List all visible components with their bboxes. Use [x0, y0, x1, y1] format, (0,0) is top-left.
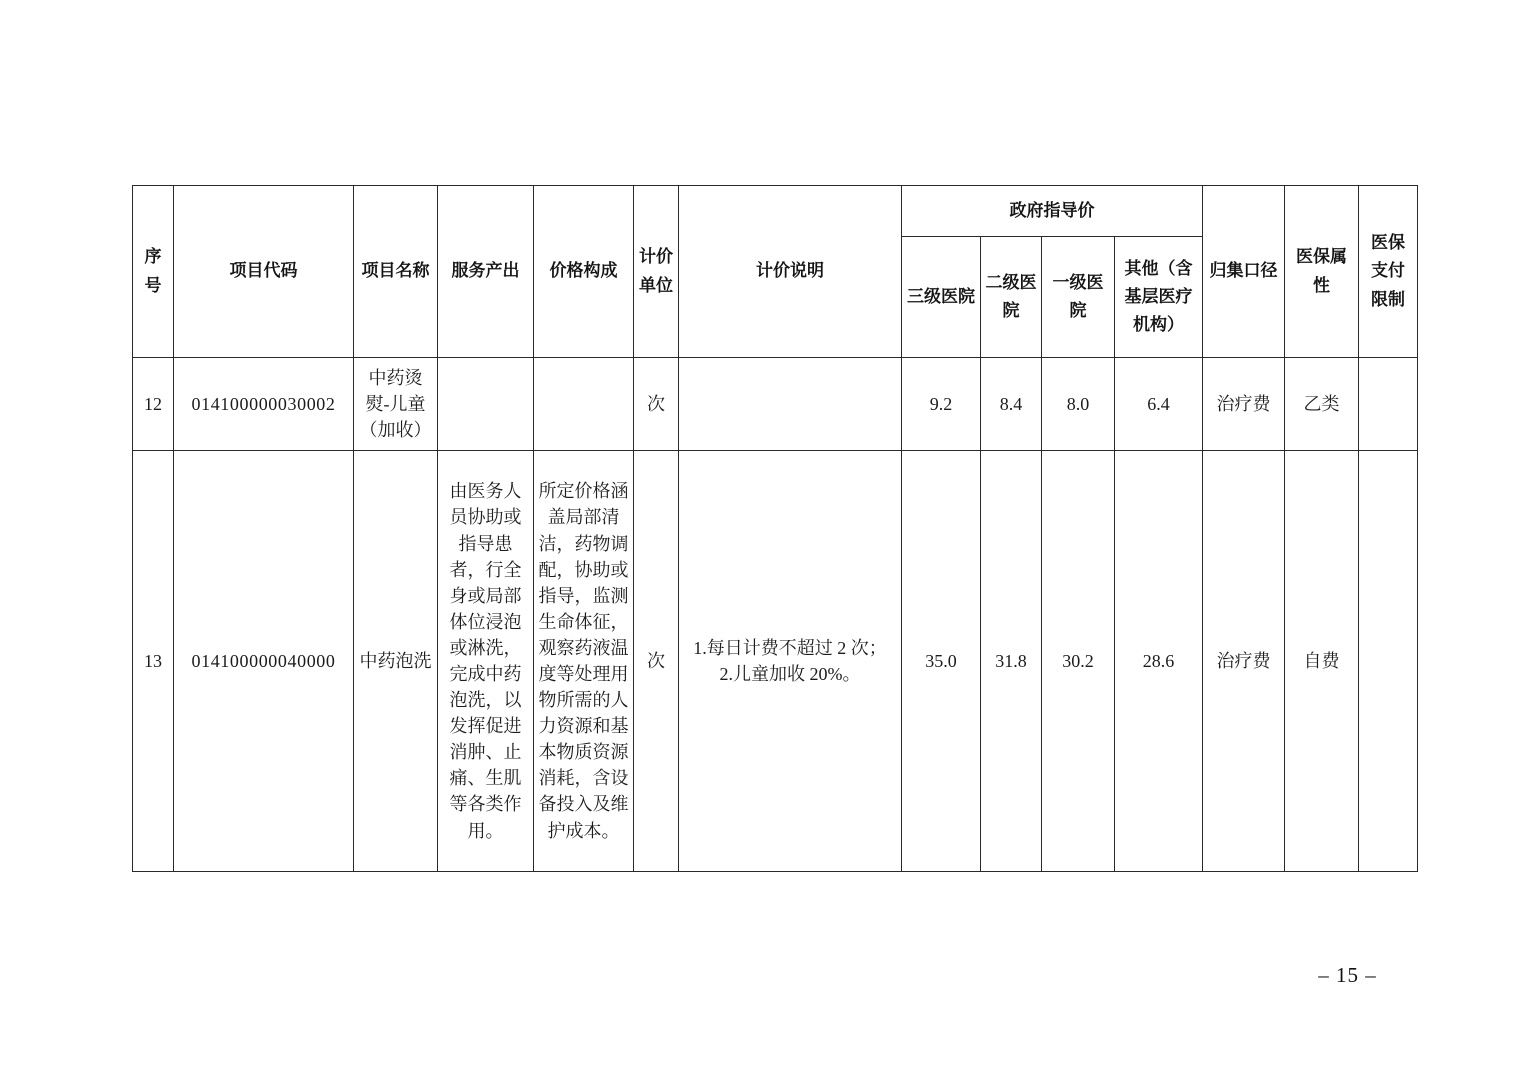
- cell-pricing-unit: 次: [634, 451, 679, 872]
- header-seq: 序号: [133, 186, 174, 358]
- cell-tier3-price: 9.2: [902, 358, 981, 451]
- cell-pricing-unit: 次: [634, 358, 679, 451]
- cell-price-composition: [534, 358, 634, 451]
- cell-insurance-attribute: 自费: [1285, 451, 1359, 872]
- header-item-name: 项目名称: [354, 186, 438, 358]
- cell-seq: 12: [133, 358, 174, 451]
- cell-insurance-attribute: 乙类: [1285, 358, 1359, 451]
- cell-other-price: 28.6: [1115, 451, 1203, 872]
- header-tier1-hospital: 一级医院: [1042, 237, 1115, 358]
- cell-item-name: 中药烫熨-儿童（加收）: [354, 358, 438, 451]
- cell-item-name: 中药泡洗: [354, 451, 438, 872]
- pricing-note-line-1: 1.每日计费不超过 2 次；: [693, 637, 887, 658]
- medical-service-price-table: [132, 185, 1418, 872]
- cell-seq: 13: [133, 451, 174, 872]
- header-service-output: 服务产出: [438, 186, 534, 358]
- header-price-composition: 价格构成: [534, 186, 634, 358]
- header-item-code: 项目代码: [174, 186, 354, 358]
- cell-tier3-price: 35.0: [902, 451, 981, 872]
- pricing-note-line-2: 2.儿童加收 20%。: [719, 664, 861, 684]
- header-insurance-payment-limit: 医保支付限制: [1359, 186, 1418, 358]
- cell-tier1-price: 30.2: [1042, 451, 1115, 872]
- cell-service-output: [438, 358, 534, 451]
- header-tier3-hospital: 三级医院: [902, 237, 981, 358]
- cell-price-composition: 所定价格涵盖局部清洁，药物调配，协助或指导，监测生命体征，观察药液温度等处理用物所需的人力资源和基本物质资源消耗，含设备投入及维护成本。: [534, 451, 634, 872]
- cell-tier2-price: 8.4: [981, 358, 1042, 451]
- table-row-12: [133, 358, 1418, 451]
- header-row-top: [133, 186, 1418, 237]
- header-insurance-attribute: 医保属性: [1285, 186, 1359, 358]
- header-other-orgs: 其他（含基层医疗机构）: [1115, 237, 1203, 358]
- cell-collection-category: 治疗费: [1203, 451, 1285, 872]
- page-number: – 15 –: [1318, 963, 1377, 987]
- cell-service-output: 由医务人员协助或指导患者，行全身或局部体位浸泡或淋洗，完成中药泡洗，以发挥促进消肿、止痛、生肌等各类作用。: [438, 451, 534, 872]
- header-gov-guide-price: 政府指导价: [902, 186, 1203, 237]
- cell-collection-category: 治疗费: [1203, 358, 1285, 451]
- cell-insurance-payment-limit: [1359, 358, 1418, 451]
- cell-other-price: 6.4: [1115, 358, 1203, 451]
- header-pricing-unit: 计价单位: [634, 186, 679, 358]
- cell-item-code: 014100000030002: [174, 358, 354, 451]
- cell-pricing-note: [679, 358, 902, 451]
- table-row-13: [133, 451, 1418, 872]
- cell-item-code: 014100000040000: [174, 451, 354, 872]
- header-collection-category: 归集口径: [1203, 186, 1285, 358]
- cell-tier1-price: 8.0: [1042, 358, 1115, 451]
- header-pricing-note: 计价说明: [679, 186, 902, 358]
- header-tier2-hospital: 二级医院: [981, 237, 1042, 358]
- cell-tier2-price: 31.8: [981, 451, 1042, 872]
- cell-insurance-payment-limit: [1359, 451, 1418, 872]
- cell-pricing-note: [679, 451, 902, 872]
